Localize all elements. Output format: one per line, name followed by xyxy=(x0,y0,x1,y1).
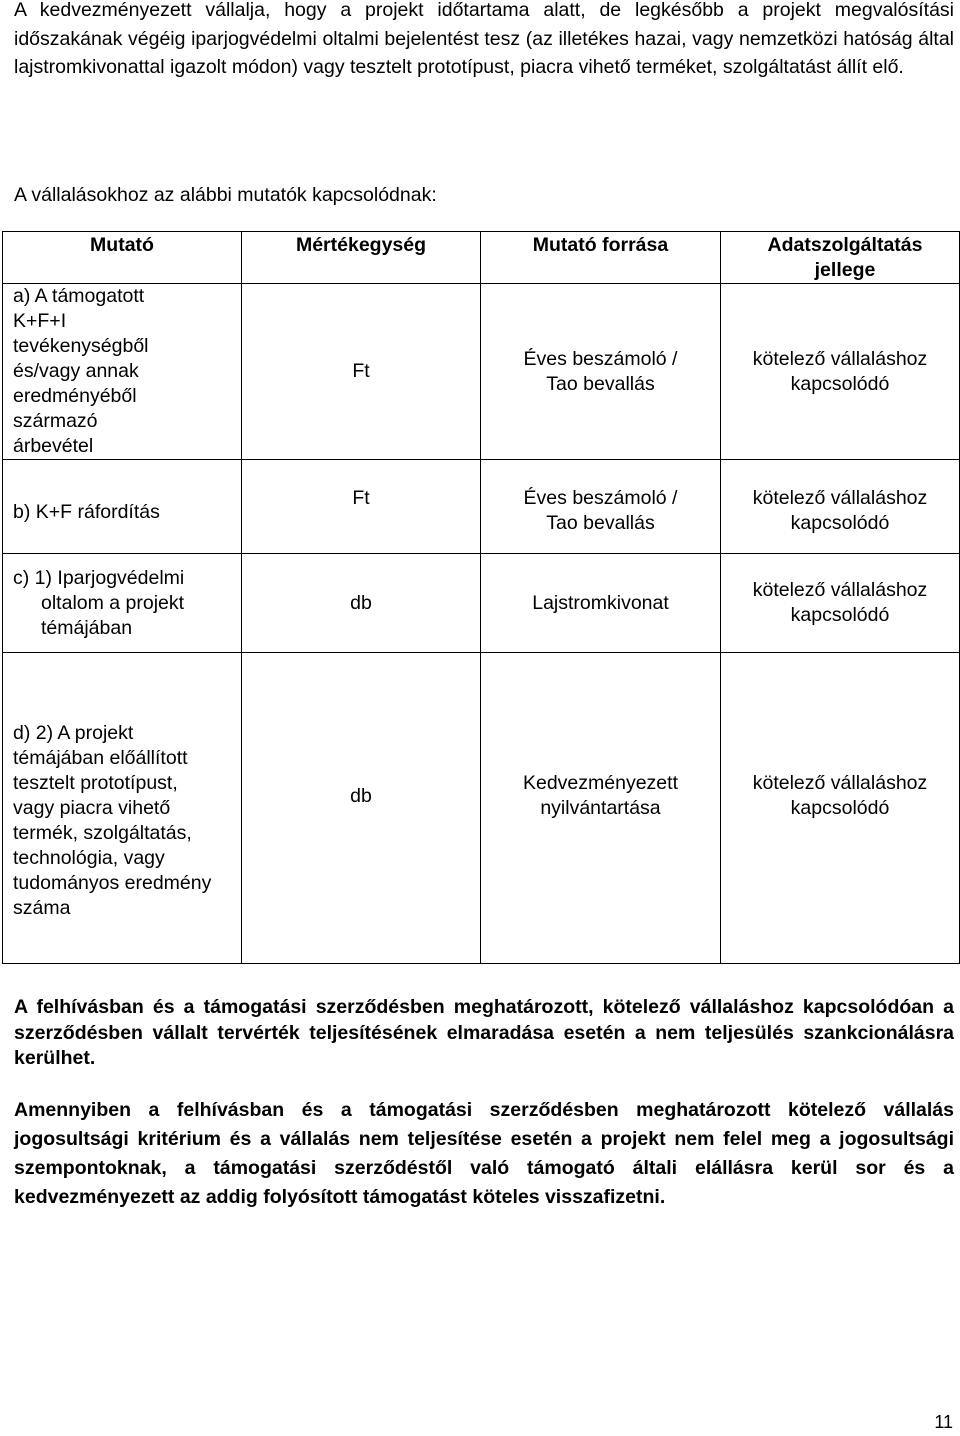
row-c-indicator xyxy=(3,554,242,653)
row-b-unit: Ft xyxy=(242,460,481,554)
source-text: Kedvezményezett nyilvántartása xyxy=(522,772,678,819)
row-a-source xyxy=(481,284,721,460)
row-c-source: Lajstromkivonat xyxy=(481,554,721,653)
row-b-nature xyxy=(721,460,960,554)
row-a-nature xyxy=(721,284,960,460)
nature-text: kötelező vállaláshoz kapcsolódó xyxy=(752,347,928,395)
indicator-text: d) 2) A projekt témájában előállított tesztelt prototípust, vagy piacra vihető termék, szolgáltatás, technológia, vagy tudományos eredmény száma xyxy=(13,722,212,919)
source-text: Éves beszámoló / Tao bevallás xyxy=(523,347,678,395)
row-c-nature xyxy=(721,554,960,653)
nature-text: kötelező vállaláshoz kapcsolódó xyxy=(752,579,928,626)
header-source: Mutató forrása xyxy=(481,232,721,284)
indicator-text: a) A támogatott K+F+I tevékenységből és/vagy annak eredményéből származó árbevétel xyxy=(13,285,149,457)
table-row xyxy=(3,554,960,653)
table-row xyxy=(3,653,960,964)
header-nature: Adatszolgáltatás jellege xyxy=(721,232,960,284)
table-row xyxy=(3,460,960,554)
row-d-source xyxy=(481,653,721,964)
row-a-unit: Ft xyxy=(242,284,481,460)
row-a-indicator xyxy=(3,284,242,460)
row-b-indicator: b) K+F ráfordítás xyxy=(3,460,242,554)
indicator-text-first: c) 1) Iparjogvédelmi xyxy=(13,566,185,589)
nature-text: kötelező vállaláshoz kapcsolódó xyxy=(752,772,928,819)
source-text: Éves beszámoló / Tao bevallás xyxy=(523,487,678,534)
page-number: 11 xyxy=(934,1412,953,1432)
indicators-lead-text: A vállalásokhoz az alábbi mutatók kapcsolódnak: xyxy=(14,184,437,206)
row-c-unit: db xyxy=(242,554,481,653)
header-indicator: Mutató xyxy=(3,232,242,284)
table-row xyxy=(3,284,960,460)
row-d-nature xyxy=(721,653,960,964)
row-d-indicator xyxy=(3,653,242,964)
row-b-source xyxy=(481,460,721,554)
withdrawal-note: Amennyiben a felhívásban és a támogatási szerződésben meghatározott kötelező vállalás jogosultsági kritérium és a vállalás nem teljesítése esetén a projekt nem felel meg a jogosultsági szempontoknak, a támogatási szerződéstől való támogató általi elállásra kerül sor és a kedvezményezett az addig folyósított támogatást köteles visszafizetni. xyxy=(14,1099,954,1208)
row-d-unit: db xyxy=(242,653,481,964)
nature-text: kötelező vállaláshoz kapcsolódó xyxy=(752,487,928,534)
header-unit: Mértékegység xyxy=(242,232,481,284)
indicator-text-rest: oltalom a projekt témájában xyxy=(41,591,185,639)
intro-paragraph: A kedvezményezett vállalja, hogy a projekt időtartama alatt, de legkésőbb a projekt megvalósítási időszakának végéig iparjogvédelmi oltalmi bejelentést tesz (az illetékes hazai, vagy nemzetközi hatóság által lajstromkivonattal igazolt módon) vagy tesztelt prototípust, piacra vihető terméket, szolgáltatást állít elő. xyxy=(14,0,954,78)
table-header-row xyxy=(3,232,960,284)
indicators-table xyxy=(2,231,960,964)
sanction-note: A felhívásban és a támogatási szerződésben meghatározott, kötelező vállaláshoz kapcsolódóan a szerződésben vállalt tervérték teljesítésének elmaradása esetén a nem teljesülés szankcionálásra kerülhet. xyxy=(14,996,954,1069)
